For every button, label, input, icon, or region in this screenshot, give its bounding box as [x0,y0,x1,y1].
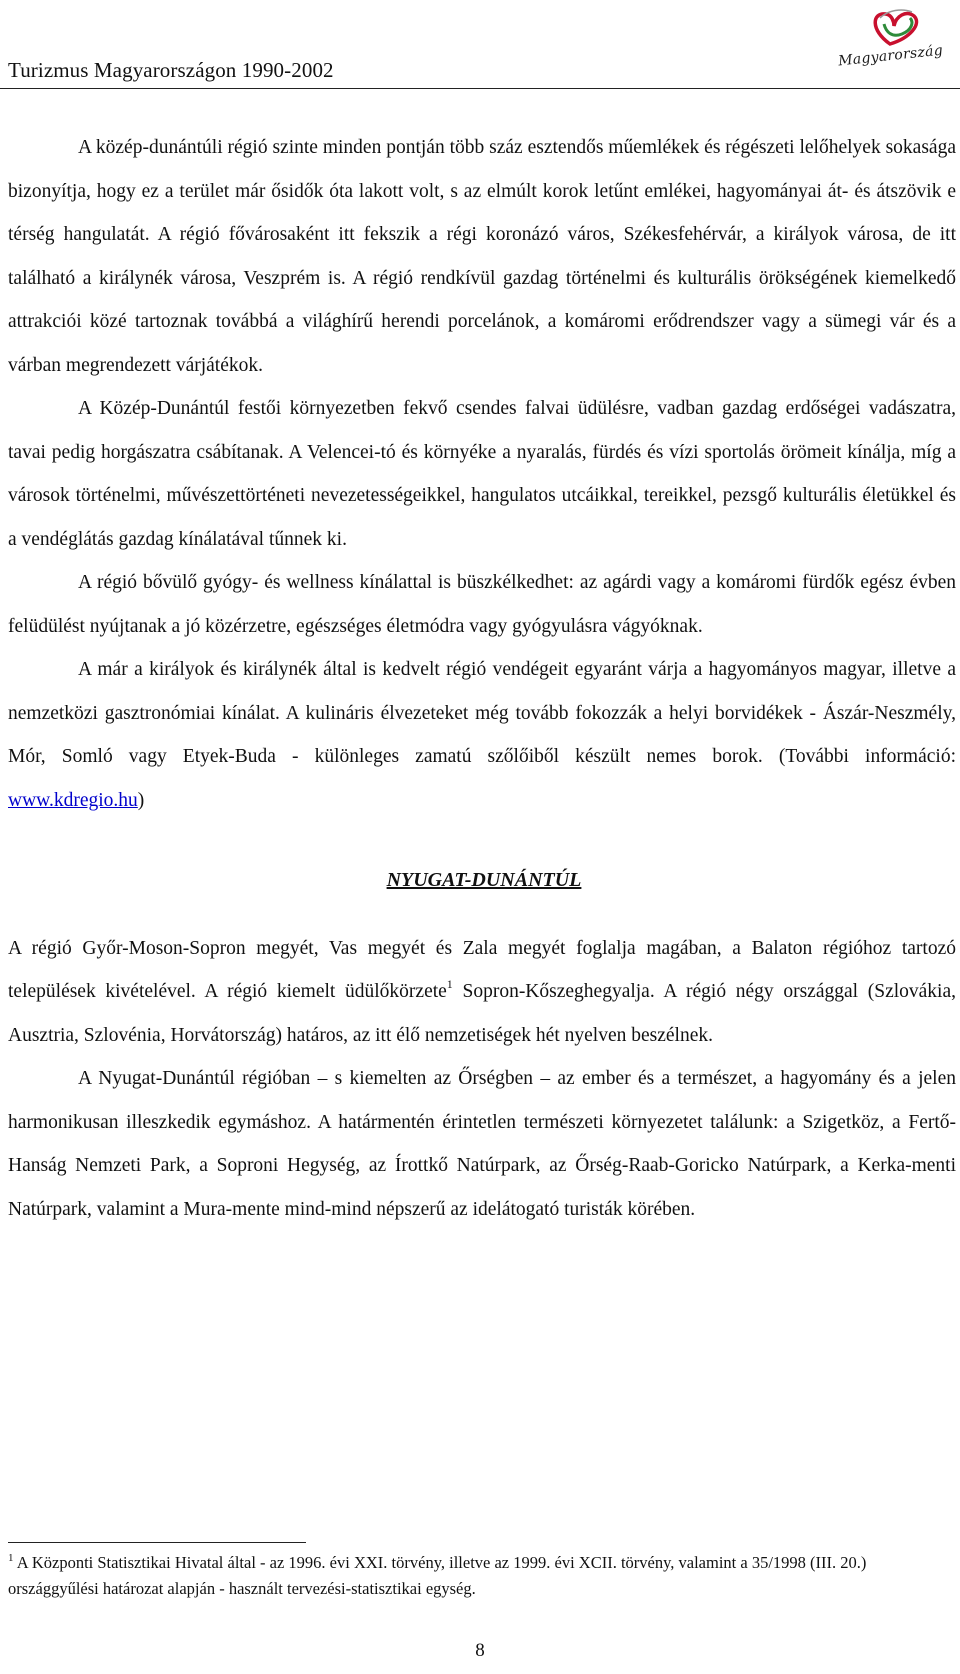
footnote [8,1550,956,1602]
paragraph: A Nyugat-Dunántúl régióban – s kiemelten az Őrségben – az ember és a természet, a hagyomány és a jelen harmonikusan illeszkedik egymáshoz. A határmentén érintetlen természeti környezetet találunk: a Szigetköz, a Fertő-Hanság Nemzeti Park, a Soproni Hegység, az Írottkő Natúrpark, az Őrség-Raab-Goricko Natúrpark, a Kerka-menti Natúrpark, valamint a Mura-mente mind-mind népszerű az idelátogató turisták körében. [8,1068,956,1220]
paragraph-text: A régió Győr-Moson-Sopron megyét, Vas megyét és Zala megyét foglalja magában, a Balaton régióhoz tartozó települések kivételével. A régió kiemelt üdülőkörzete [8,937,956,1002]
section-heading: NYUGAT-DUNÁNTÚL [386,869,582,891]
paragraph: A közép-dunántúli régió szinte minden pontján több száz esztendős műemlékek és régészeti lelőhelyek sokasága bizonyítja, hogy ez a terület már ősidők óta lakott volt, s az elmúlt korok letűnt emlékei, hagyományai át- és átszövik e térség hangulatát. A régió fővárosaként itt fekszik a régi koronázó város, Székesfehérvár, a királyok városa, de itt található a királynék városa, Veszprém is. A régió rendkívül gazdag történelmi és kulturális örökségének kiemelkedő attrakciói közé tartoznak továbbá a világhírű herendi porcelánok, a komáromi erődrendszer vagy a sümegi vár és a várban megrendezett várjátékok. [8,137,956,376]
page-header [0,0,960,92]
footnote-divider [8,1542,306,1543]
page-body [8,126,956,1231]
magyarorszag-logo [832,4,944,84]
footnote-text: A Központi Statisztikai Hivatal által - az 1996. évi XXI. törvény, illetve az 1999. évi XCII. törvény, valamint a 35/1998 (III. 20.) országgyűlési határozat alapján - használt tervezési-statisztikai egység. [8,1553,867,1598]
footnote-reference[interactable]: 1 [446,977,453,991]
page-number: 8 [475,1640,485,1661]
paragraph-text: ) [137,789,145,811]
paragraph-text: Sopron-Kőszeghegyalja. A régió négy országgal (Szlovákia, Ausztria, Szlovénia, Horvátország) határos, az itt élő nemzetiségek hét nyelven beszélnek. [8,981,956,1046]
kdregio-link[interactable]: www.kdregio.hu [8,789,138,811]
logo-wordmark: Magyarország [837,42,944,70]
header-title: Turizmus Magyarországon 1990-2002 [8,58,334,82]
header-divider [0,88,960,89]
paragraph [8,927,956,1058]
paragraph: A Közép-Dunántúl festői környezetben fekvő csendes falvai üdülésre, vadban gazdag erdőségei vadászatra, tavai pedig horgászatra csábítanak. A Velencei-tó és környéke a nyaralás, fürdés és vízi sportolás örömeit kínálja, míg a városok történelmi, művészettörténeti nevezetességeikkel, hangulatos utcáikkal, tereikkel, pezsgő kulturális életükkel és a vendéglátás gazdag kínálatával tűnnek ki. [8,398,956,550]
paragraph-text: A már a királyok és királynék által is kedvelt régió vendégeit egyaránt várja a hagyományos magyar, illetve a nemzetközi gasztronómiai kínálat. A kulináris élvezeteket még tovább fokozzák a helyi borvidékek - Ászár-Neszmély, Mór, Somló vagy Etyek-Buda - különleges zamatú szőlőiből készült nemes borok. (További információ: [8,659,956,767]
paragraph: A régió bővülő gyógy- és wellness kínálattal is büszkélkedhet: az agárdi vagy a komáromi fürdők egész évben felüdülést nyújtanak a jó közérzetre, egészséges életmódra vagy gyógyulásra vágyóknak. [8,572,956,637]
paragraph [8,648,956,822]
footnote-marker: 1 [8,1552,14,1564]
